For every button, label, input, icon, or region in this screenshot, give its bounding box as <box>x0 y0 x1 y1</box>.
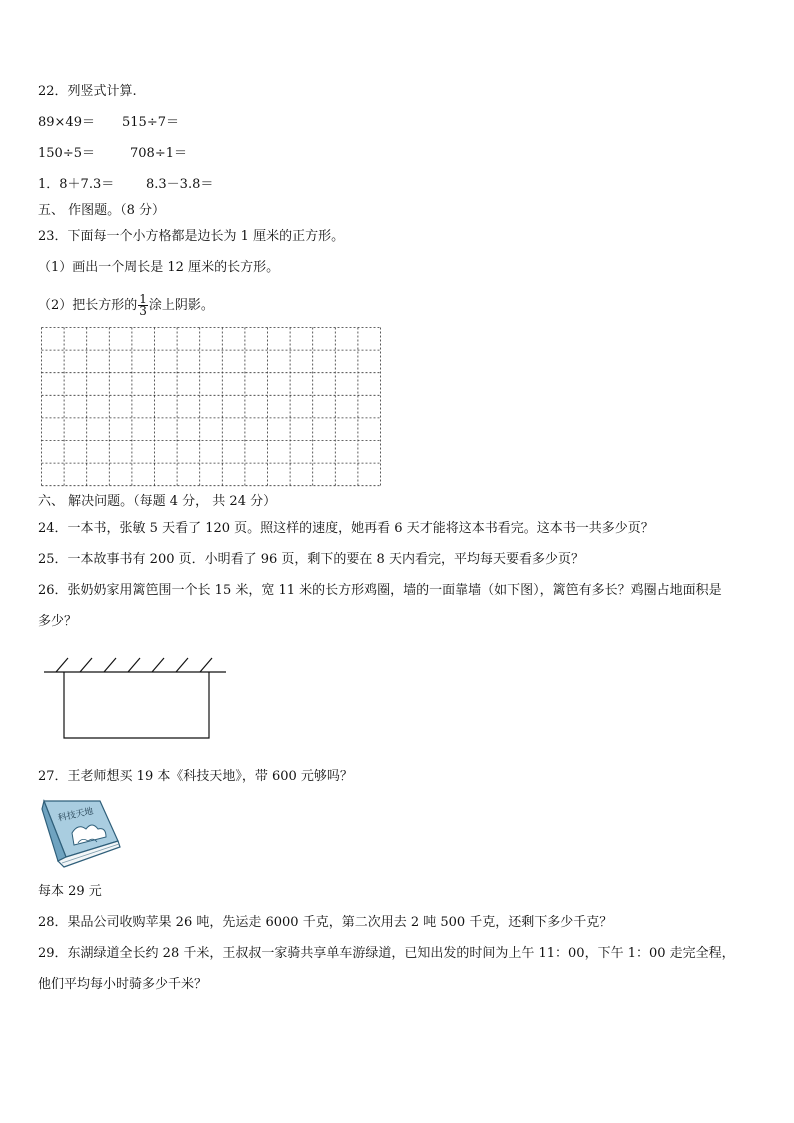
q24-text: 24．一本书，张敏 5 天看了 120 页。照这样的速度，她再看 6 天才能将这本书看完。这本书一共多少页？ <box>38 521 654 536</box>
q23-part2 <box>38 291 214 321</box>
fraction-numerator: 1 <box>139 292 147 306</box>
wall-pen-diagram <box>44 654 228 742</box>
q22-expr-3: 150÷5＝ <box>38 146 95 161</box>
q22-expr-6: 8.3－3.8＝ <box>146 177 214 192</box>
book-cover-title: 科技天地 <box>57 806 95 824</box>
q23-part2-suffix: 涂上阴影。 <box>148 298 214 313</box>
q22-title: 22．列竖式计算. <box>38 84 137 99</box>
q29-line2: 他们平均每小时骑多少千米？ <box>38 977 208 992</box>
q27-text: 27．王老师想买 19 本《科技天地》，带 600 元够吗？ <box>38 769 353 784</box>
pen-rectangle <box>64 672 209 738</box>
book-image <box>38 797 124 871</box>
q23-title: 23．下面每一个小方格都是边长为 1 厘米的正方形。 <box>38 229 345 244</box>
q22-expr-5: 1．8＋7.3＝ <box>38 177 115 192</box>
q29-line1: 29．东湖绿道全长约 28 千米，王叔叔一家骑共享单车游绿道，已知出发的时间为上午 11：00，下午 1：00 走完全程， <box>38 946 735 961</box>
one-third-fraction <box>138 294 148 317</box>
section5-heading: 五、 作图题。（8 分） <box>38 203 166 218</box>
section6-heading: 六、 解决问题。（每题 4 分， 共 24 分） <box>38 494 277 509</box>
price-label: 每本 29 元 <box>38 884 102 899</box>
q25-text: 25．一本故事书有 200 页．小明看了 96 页，剩下的要在 8 天内看完，平均每天要看多少页？ <box>38 552 584 567</box>
drawing-grid[interactable] <box>41 327 381 490</box>
q26-line2: 多少？ <box>38 614 78 629</box>
wall-hatching <box>44 658 226 672</box>
q23-part1: （1）画出一个周长是 12 厘米的长方形。 <box>38 260 280 275</box>
fraction-denominator: 3 <box>139 304 147 318</box>
q22-expr-1: 89×49＝ <box>38 115 95 130</box>
q22-expr-4: 708÷1＝ <box>130 146 187 161</box>
q22-expr-2: 515÷7＝ <box>122 115 179 130</box>
q26-line1: 26．张奶奶家用篱笆围一个长 15 米，宽 11 米的长方形鸡圈，墙的一面靠墙（如下图），篱笆有多长？鸡圈占地面积是 <box>38 583 722 598</box>
q23-part2-prefix: （2）把长方形的 <box>38 298 138 313</box>
q28-text: 28．果品公司收购苹果 26 吨，先运走 6000 千克，第二次用去 2 吨 500 千克，还剩下多少千克？ <box>38 915 613 930</box>
